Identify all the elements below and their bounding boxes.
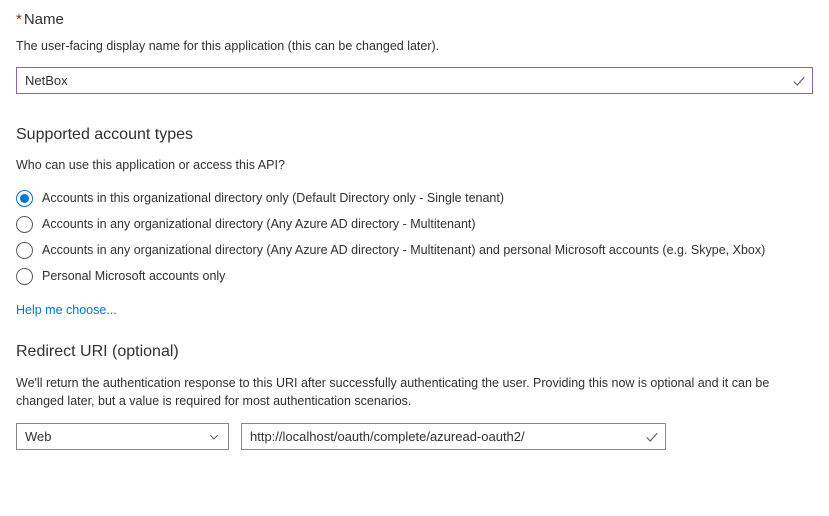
name-label [16,0,813,30]
redirect-uri-description: We'll return the authentication response to this URI after successfully authenticating the user. Providing this now is optional and it can be changed later, but a value is required for most authentication scenarios. [16,376,770,408]
radio-option-label: Accounts in any organizational directory (Any Azure AD directory - Multitenant) and personal Microsoft accounts (e.g. Skype, Xbox) [42,242,766,257]
radio-option-label: Personal Microsoft accounts only [42,268,226,283]
radio-icon[interactable] [16,268,33,285]
radio-icon[interactable] [16,242,33,259]
radio-option-single-tenant[interactable] [16,185,813,211]
checkmark-icon [639,430,665,444]
name-input[interactable] [17,69,786,92]
help-me-choose-link[interactable]: Help me choose... [16,303,117,317]
radio-option-multitenant-and-personal[interactable] [16,237,813,263]
checkmark-icon [786,74,812,88]
spacer [0,94,829,124]
account-types-radio-group[interactable] [16,185,813,289]
supported-account-types-section [0,124,829,319]
name-label-text: Name [23,11,64,28]
platform-dropdown[interactable] [16,423,229,450]
name-input-wrapper[interactable] [16,67,813,94]
radio-option-label: Accounts in any organizational directory (Any Azure AD directory - Multitenant) [42,216,476,231]
redirect-uri-heading: Redirect URI (optional) [16,343,179,360]
account-types-heading: Supported account types [16,126,194,143]
account-types-question: Who can use this application or access this API? [16,158,285,172]
redirect-uri-row [16,423,813,450]
chevron-down-icon [208,431,220,443]
platform-dropdown-value: Web [25,429,52,444]
radio-option-multitenant[interactable] [16,211,813,237]
name-description: The user-facing display name for this application (this can be changed later). [16,39,440,53]
radio-icon[interactable] [16,216,33,233]
redirect-uri-input-wrapper[interactable] [241,423,666,450]
radio-icon[interactable] [16,190,33,207]
radio-option-personal-only[interactable] [16,263,813,289]
name-section [0,0,829,94]
radio-option-label: Accounts in this organizational directory only (Default Directory only - Single tenant) [42,190,505,205]
redirect-uri-input[interactable] [242,425,639,448]
spacer [0,319,829,341]
redirect-uri-section [0,341,829,450]
required-indicator: * [16,11,22,28]
